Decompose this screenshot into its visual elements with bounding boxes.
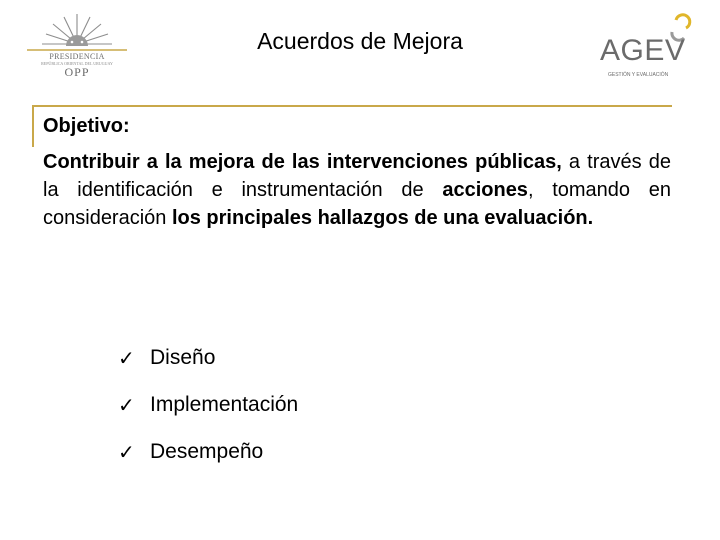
paragraph-text-4: , tomando en consideración bbox=[43, 179, 672, 229]
left-accent-rule bbox=[32, 105, 34, 147]
sun-emblem-icon bbox=[22, 12, 132, 54]
page-title: Acuerdos de Mejora bbox=[257, 28, 463, 54]
check-icon: ✓ bbox=[118, 345, 135, 370]
header-divider bbox=[32, 105, 672, 107]
agev-logo bbox=[596, 12, 696, 82]
agev-text: AGEV bbox=[600, 34, 686, 67]
list-item-label: Implementación bbox=[150, 392, 299, 416]
agev-subtext: GESTIÓN Y EVALUACIÓN bbox=[608, 72, 669, 78]
objetivo-paragraph bbox=[43, 148, 671, 232]
presidencia-text: PRESIDENCIA bbox=[49, 52, 105, 61]
check-icon: ✓ bbox=[118, 392, 135, 417]
list-item-label: Diseño bbox=[150, 345, 216, 369]
republica-text: REPÚBLICA ORIENTAL DEL URUGUAY bbox=[41, 61, 113, 66]
list-item bbox=[118, 381, 298, 428]
presidencia-logo bbox=[22, 12, 132, 80]
opp-text: OPP bbox=[64, 65, 90, 79]
criteria-list bbox=[118, 334, 298, 475]
paragraph-bold-5: los principales hallazgos de una evaluación. bbox=[171, 207, 594, 229]
paragraph-text-2: a través de la identificación e instrumentación de bbox=[43, 151, 671, 201]
list-item-label: Desempeño bbox=[150, 439, 264, 463]
list-item bbox=[118, 334, 298, 381]
list-item bbox=[118, 428, 298, 475]
check-icon: ✓ bbox=[118, 439, 135, 464]
paragraph-bold-3: acciones bbox=[442, 179, 528, 201]
paragraph-bold-1: Contribuir a la mejora de las intervenciones públicas, bbox=[43, 151, 562, 173]
objetivo-label: Objetivo: bbox=[43, 115, 130, 137]
